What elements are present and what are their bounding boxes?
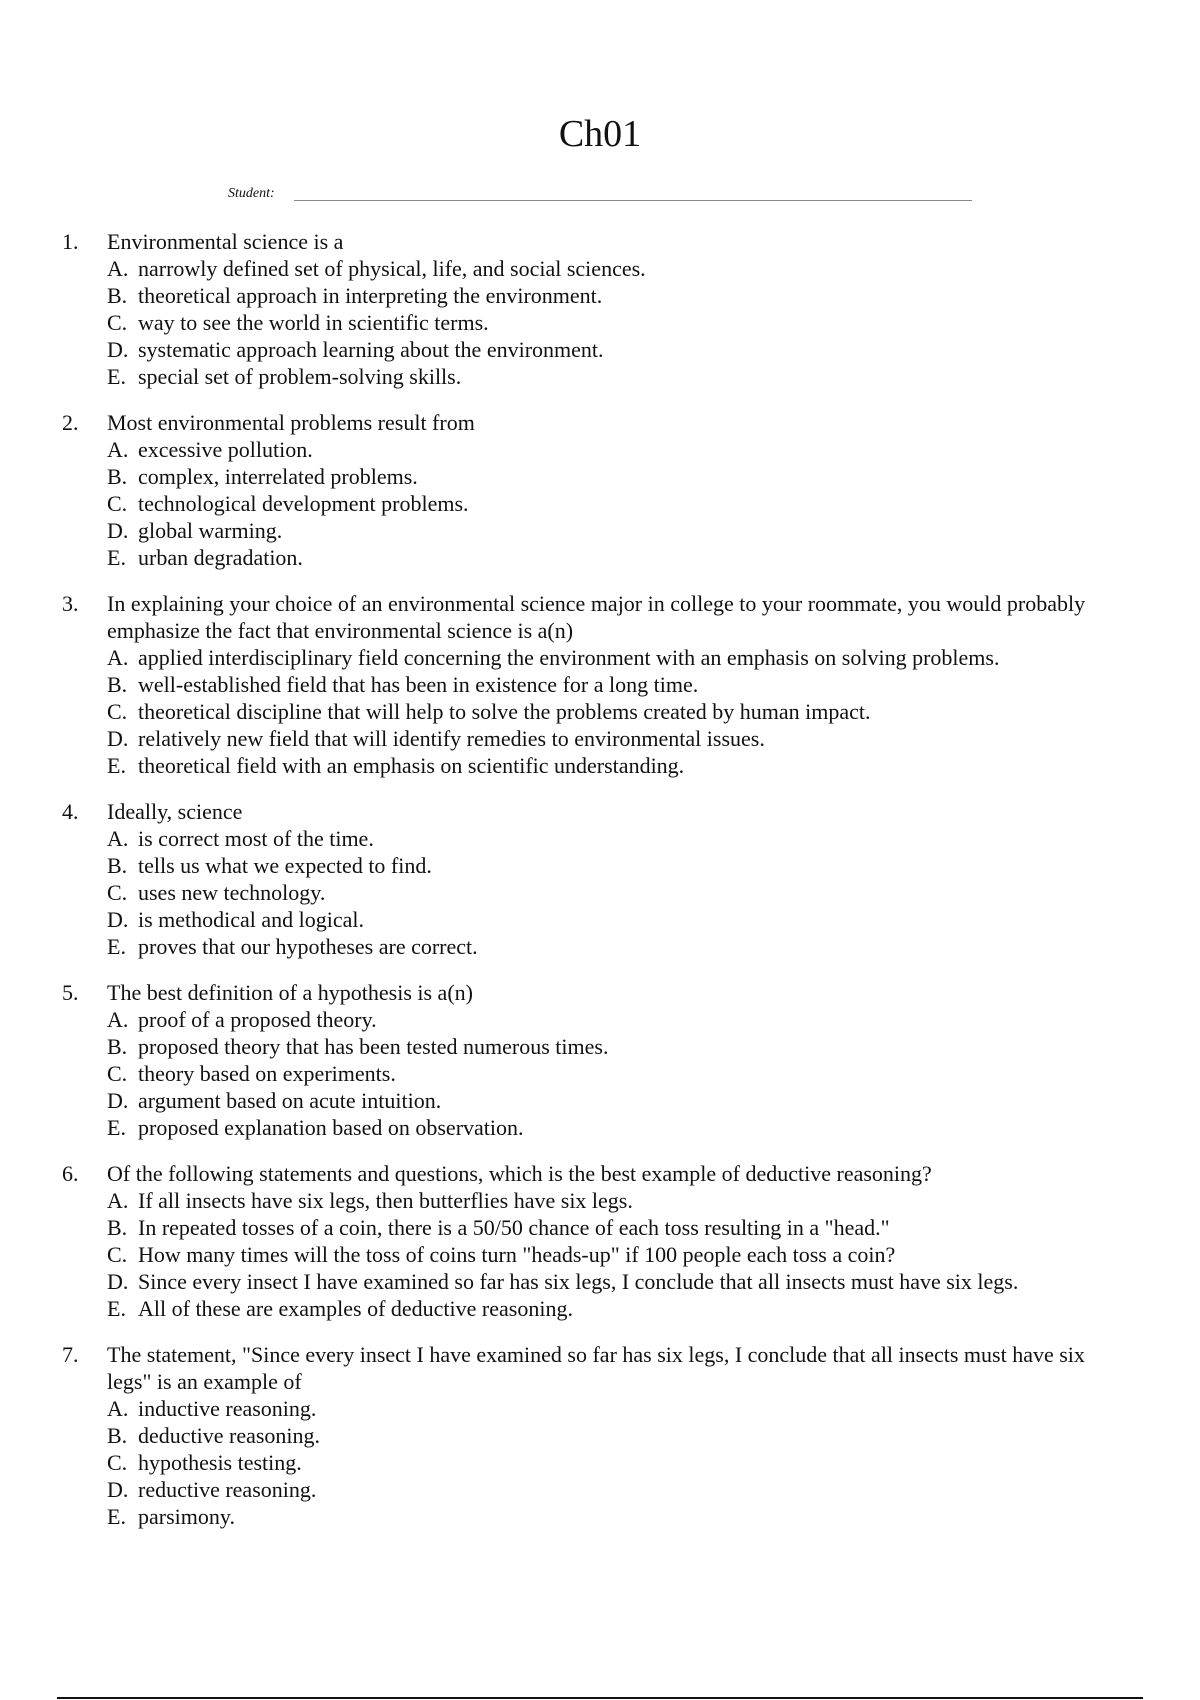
option-text: narrowly defined set of physical, life, and social sciences. (138, 256, 646, 281)
option-letter: D. (107, 907, 129, 932)
answer-option (107, 933, 1122, 960)
question-stem: The best definition of a hypothesis is a(n) (107, 980, 473, 1005)
question-stem: The statement, "Since every insect I have examined so far has six legs, I conclude that all insects must have six legs" is an example of (107, 1342, 1085, 1394)
page-title: Ch01 (558, 113, 642, 155)
question-item (62, 409, 1122, 571)
question-number: 2. (62, 410, 79, 435)
option-text: theoretical approach in interpreting the environment. (138, 283, 603, 308)
answer-options (107, 1395, 1122, 1530)
option-letter: E. (107, 753, 126, 778)
student-name-field (228, 184, 973, 204)
option-letter: E. (107, 545, 126, 570)
answer-options (107, 255, 1122, 390)
option-text: proposed explanation based on observation. (138, 1115, 524, 1140)
option-text: global warming. (138, 518, 283, 543)
answer-option (107, 544, 1122, 571)
option-text: reductive reasoning. (138, 1477, 317, 1502)
question-stem: Of the following statements and questions, which is the best example of deductive reasoning? (107, 1161, 932, 1186)
option-letter: E. (107, 1115, 126, 1140)
question-number: 3. (62, 591, 79, 616)
option-letter: B. (107, 853, 128, 878)
answer-option (107, 490, 1122, 517)
option-text: deductive reasoning. (138, 1423, 321, 1448)
question-stem: In explaining your choice of an environmental science major in college to your roommate, you would probably emphasize the fact that environmental science is a(n) (107, 591, 1086, 643)
option-letter: D. (107, 1477, 129, 1502)
answer-options (107, 825, 1122, 960)
answer-option (107, 1295, 1122, 1322)
answer-option (107, 725, 1122, 752)
option-letter: B. (107, 283, 128, 308)
option-letter: C. (107, 1242, 128, 1267)
option-text: proposed theory that has been tested numerous times. (138, 1034, 609, 1059)
answer-option (107, 463, 1122, 490)
option-letter: C. (107, 491, 128, 516)
answer-option (107, 1006, 1122, 1033)
option-letter: A. (107, 1188, 129, 1213)
student-label: Student: (228, 186, 275, 201)
question-number: 7. (62, 1342, 79, 1367)
option-letter: D. (107, 337, 129, 362)
answer-option (107, 1476, 1122, 1503)
answer-options (107, 644, 1122, 779)
option-letter: D. (107, 1088, 129, 1113)
option-letter: A. (107, 1007, 129, 1032)
answer-option (107, 1503, 1122, 1530)
option-text: In repeated tosses of a coin, there is a 50/50 chance of each toss resulting in a "head." (138, 1215, 890, 1240)
option-text: theory based on experiments. (138, 1061, 396, 1086)
answer-option (107, 1268, 1122, 1295)
question-number: 5. (62, 980, 79, 1005)
option-text: theoretical field with an emphasis on scientific understanding. (138, 753, 685, 778)
option-text: special set of problem-solving skills. (138, 364, 462, 389)
option-text: parsimony. (138, 1504, 235, 1529)
answer-option (107, 1422, 1122, 1449)
answer-option (107, 1449, 1122, 1476)
option-letter: B. (107, 1423, 128, 1448)
option-text: systematic approach learning about the environment. (138, 337, 604, 362)
option-letter: C. (107, 699, 128, 724)
question-item (62, 798, 1122, 960)
option-letter: B. (107, 1215, 128, 1240)
answer-options (107, 1006, 1122, 1141)
option-letter: A. (107, 645, 129, 670)
footer-rule (57, 1697, 1143, 1699)
option-letter: B. (107, 1034, 128, 1059)
answer-option (107, 906, 1122, 933)
question-stem: Ideally, science (107, 799, 243, 824)
question-item (62, 590, 1122, 779)
answer-options (107, 436, 1122, 571)
question-number: 4. (62, 799, 79, 824)
option-letter: A. (107, 1396, 129, 1421)
answer-option (107, 309, 1122, 336)
question-item (62, 1160, 1122, 1322)
answer-option (107, 363, 1122, 390)
question-stem: Environmental science is a (107, 229, 344, 254)
option-text: argument based on acute intuition. (138, 1088, 442, 1113)
option-text: well-established field that has been in existence for a long time. (138, 672, 699, 697)
answer-option (107, 517, 1122, 544)
question-number: 1. (62, 229, 79, 254)
option-letter: A. (107, 826, 129, 851)
option-letter: A. (107, 256, 129, 281)
option-text: hypothesis testing. (138, 1450, 302, 1475)
answer-option (107, 436, 1122, 463)
option-letter: C. (107, 880, 128, 905)
answer-option (107, 1187, 1122, 1214)
answer-option (107, 644, 1122, 671)
option-text: uses new technology. (138, 880, 326, 905)
student-name-line (294, 200, 972, 201)
answer-option (107, 1214, 1122, 1241)
answer-option (107, 852, 1122, 879)
option-text: If all insects have six legs, then butterflies have six legs. (138, 1188, 633, 1213)
option-text: inductive reasoning. (138, 1396, 317, 1421)
answer-option (107, 336, 1122, 363)
question-item (62, 228, 1122, 390)
answer-option (107, 825, 1122, 852)
answer-option (107, 1087, 1122, 1114)
option-text: applied interdisciplinary field concerning the environment with an emphasis on solving problems. (138, 645, 1000, 670)
answer-option (107, 282, 1122, 309)
answer-options (107, 1187, 1122, 1322)
question-number: 6. (62, 1161, 79, 1186)
answer-option (107, 671, 1122, 698)
answer-option (107, 255, 1122, 282)
option-text: relatively new field that will identify remedies to environmental issues. (138, 726, 765, 751)
option-letter: C. (107, 310, 128, 335)
option-text: technological development problems. (138, 491, 469, 516)
option-letter: E. (107, 934, 126, 959)
answer-option (107, 698, 1122, 725)
question-list (62, 228, 1122, 1549)
option-text: theoretical discipline that will help to solve the problems created by human impact. (138, 699, 871, 724)
answer-option (107, 1395, 1122, 1422)
option-text: is methodical and logical. (138, 907, 365, 932)
option-letter: E. (107, 364, 126, 389)
answer-option (107, 1033, 1122, 1060)
option-text: Since every insect I have examined so far has six legs, I conclude that all insects must have six legs. (138, 1269, 1019, 1294)
answer-option (107, 1114, 1122, 1141)
option-text: complex, interrelated problems. (138, 464, 418, 489)
option-letter: D. (107, 518, 129, 543)
option-letter: D. (107, 1269, 129, 1294)
question-stem: Most environmental problems result from (107, 410, 475, 435)
question-item (62, 979, 1122, 1141)
option-text: excessive pollution. (138, 437, 313, 462)
answer-option (107, 879, 1122, 906)
option-letter: A. (107, 437, 129, 462)
option-text: way to see the world in scientific terms. (138, 310, 489, 335)
answer-option (107, 1060, 1122, 1087)
option-letter: E. (107, 1296, 126, 1321)
option-text: proves that our hypotheses are correct. (138, 934, 478, 959)
option-text: urban degradation. (138, 545, 303, 570)
option-letter: E. (107, 1504, 126, 1529)
option-text: tells us what we expected to find. (138, 853, 432, 878)
option-text: is correct most of the time. (138, 826, 374, 851)
option-text: How many times will the toss of coins turn "heads-up" if 100 people each toss a coin? (138, 1242, 896, 1267)
option-text: All of these are examples of deductive reasoning. (138, 1296, 573, 1321)
option-letter: C. (107, 1450, 128, 1475)
option-letter: B. (107, 464, 128, 489)
answer-option (107, 1241, 1122, 1268)
option-letter: D. (107, 726, 129, 751)
option-text: proof of a proposed theory. (138, 1007, 377, 1032)
question-item (62, 1341, 1122, 1530)
option-letter: B. (107, 672, 128, 697)
answer-option (107, 752, 1122, 779)
option-letter: C. (107, 1061, 128, 1086)
